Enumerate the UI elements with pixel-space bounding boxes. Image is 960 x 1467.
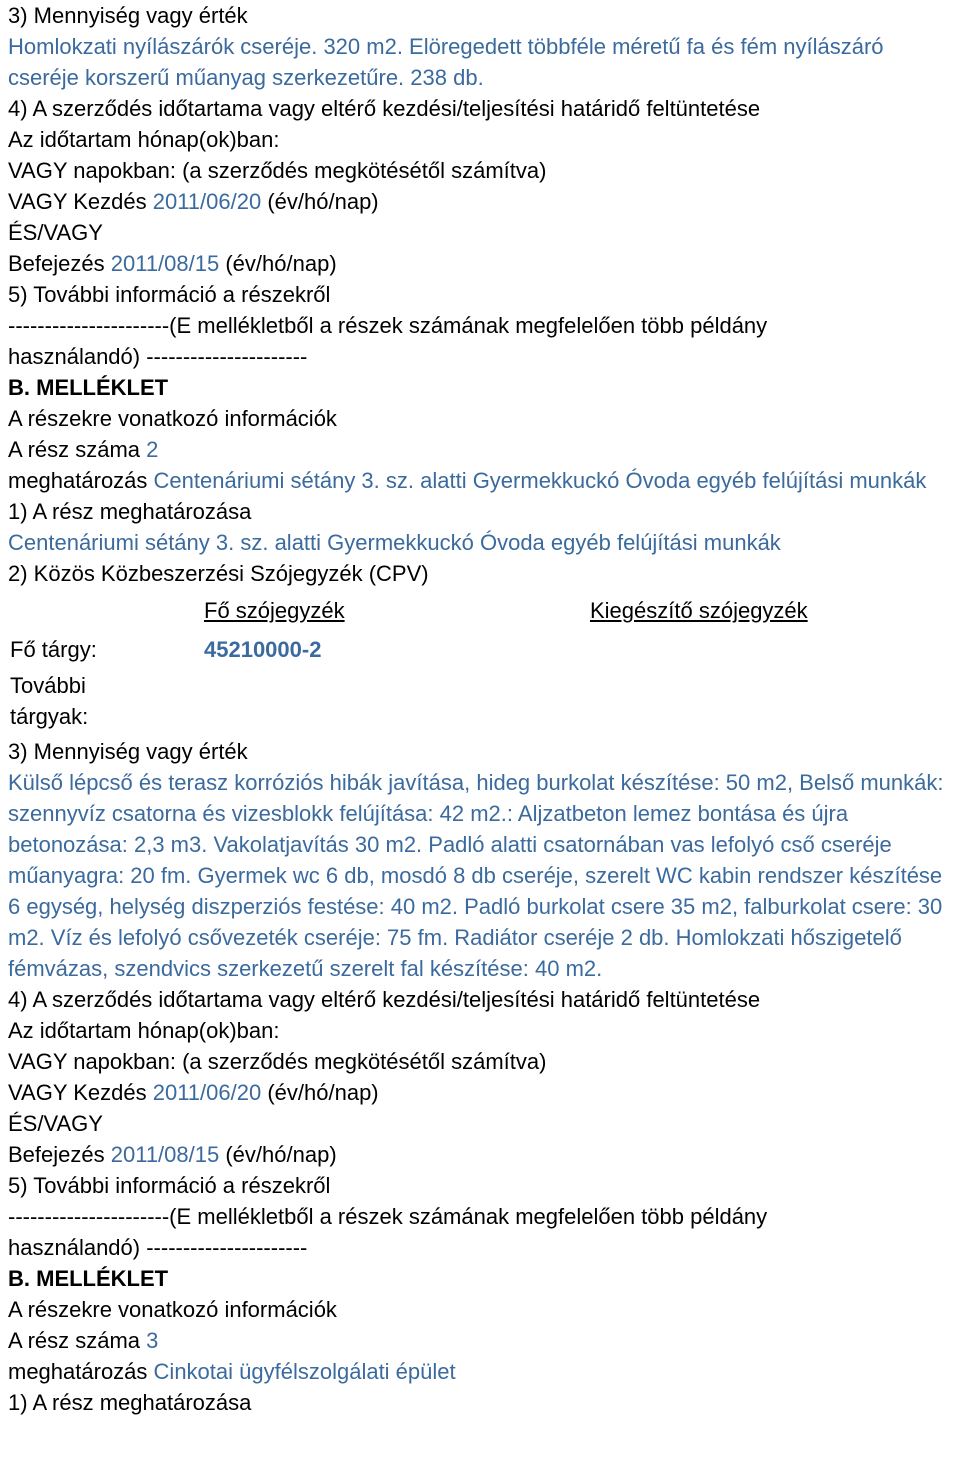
cpv-extra-column-header: Kiegészítő szójegyzék: [590, 598, 808, 623]
quantity-text: Homlokzati nyílászárók cseréje. 320 m2. Elöregedett többféle méretű fa és fém nyílászáró cseréje korszerű műanyag szerkezetűre. 238 db.: [8, 34, 884, 90]
date-format: (év/hó/nap): [267, 1080, 379, 1105]
separator-line: ----------------------(E mellékletből a részek számának megfelelően több példány: [8, 313, 768, 338]
quantity-heading: 3) Mennyiség vagy érték: [8, 3, 248, 28]
separator-line: ----------------------(E mellékletből a részek számának megfelelően több példány: [8, 1204, 768, 1229]
definition-line: [8, 465, 960, 496]
part-number: 2: [146, 437, 159, 462]
info-heading: 5) További információ a részekről: [8, 1173, 331, 1198]
cpv-heading: 2) Közös Közbeszerzési Szójegyzék (CPV): [8, 561, 429, 586]
duration-heading: 4) A szerződés időtartama vagy eltérő kezdési/teljesítési határidő feltüntetése: [8, 96, 761, 121]
part-number: 3: [146, 1328, 159, 1353]
cpv-main-column-header: Fő szójegyzék: [204, 598, 345, 623]
definition-value: Centenáriumi sétány 3. sz. alatti Gyermekkuckó Óvoda egyéb felújítási munkák: [153, 468, 927, 493]
cpv-main-subject-row: [8, 630, 960, 670]
end-date-line: [8, 1139, 960, 1170]
main-subject-label: Fő tárgy:: [10, 637, 97, 662]
start-date: 2011/06/20: [152, 1080, 262, 1105]
and-or-label: ÉS/VAGY: [8, 1111, 103, 1136]
end-date-line: [8, 248, 960, 279]
more-subjects-label-line1: További: [10, 673, 86, 698]
end-label: Befejezés: [8, 251, 105, 276]
end-label: Befejezés: [8, 1142, 105, 1167]
part-definition-heading: 1) A rész meghatározása: [8, 1390, 252, 1415]
date-format: (év/hó/nap): [225, 251, 337, 276]
duration-months: Az időtartam hónap(ok)ban:: [8, 127, 280, 152]
and-or-label: ÉS/VAGY: [8, 220, 103, 245]
cpv-more-subjects-label: [8, 670, 960, 732]
duration-heading: 4) A szerződés időtartama vagy eltérő kezdési/teljesítési határidő feltüntetése: [8, 987, 761, 1012]
definition-label: meghatározás: [8, 468, 148, 493]
duration-days: VAGY napokban: (a szerződés megkötésétől számítva): [8, 1049, 547, 1074]
annex-subtitle: A részekre vonatkozó információk: [8, 1297, 337, 1322]
more-subjects-label-line2: tárgyak:: [10, 704, 89, 729]
part-number-line: [8, 1325, 960, 1356]
part-number-label: A rész száma: [8, 437, 141, 462]
date-format: (év/hó/nap): [267, 189, 379, 214]
date-format: (év/hó/nap): [225, 1142, 337, 1167]
start-date: 2011/06/20: [152, 189, 262, 214]
cpv-table-header: [8, 595, 960, 626]
start-label: VAGY Kezdés: [8, 1080, 147, 1105]
start-label: VAGY Kezdés: [8, 189, 147, 214]
separator-line-cont: használandó) ----------------------: [8, 1235, 308, 1260]
start-date-line: [8, 1077, 960, 1108]
annex-title: B. MELLÉKLET: [8, 375, 169, 400]
end-date: 2011/08/15: [110, 251, 220, 276]
info-heading: 5) További információ a részekről: [8, 282, 331, 307]
separator-line-cont: használandó) ----------------------: [8, 344, 308, 369]
quantity-heading: 3) Mennyiség vagy érték: [8, 739, 248, 764]
main-subject-code: 45210000-2: [204, 637, 322, 662]
definition-value: Cinkotai ügyfélszolgálati épület: [153, 1359, 456, 1384]
end-date: 2011/08/15: [110, 1142, 220, 1167]
duration-months: Az időtartam hónap(ok)ban:: [8, 1018, 280, 1043]
part-definition-heading: 1) A rész meghatározása: [8, 499, 252, 524]
part-number-label: A rész száma: [8, 1328, 141, 1353]
part-definition-value: Centenáriumi sétány 3. sz. alatti Gyermekkuckó Óvoda egyéb felújítási munkák: [8, 530, 781, 555]
quantity-text: Külső lépcső és terasz korróziós hibák javítása, hideg burkolat készítése: 50 m2, Belső munkák: szennyvíz csatorna és vizesblokk felújítása: 42 m2.: Aljzatbeton lemez bontása és újra betonozása: 2,3 m3. Vakolatjavítás 30 m2. Padló alatti csatornában vas lefolyó cső cseréje műanyagra: 20 fm. Gyermek wc 6 db, mosdó 8 db cseréje, szerelt WC kabin rendszer készítése 6 egység, helység diszperziós festése: 40 m2. Padló burkolat csere 35 m2, falburkolat csere: 30 m2. Víz és lefolyó csővezeték cseréje: 75 fm. Radiátor cseréje 2 db. Homlokzati hőszigetelő fémvázas, szendvics szerkezetű szerelt fal készítése: 40 m2.: [8, 770, 944, 981]
start-date-line: [8, 186, 960, 217]
part-number-line: [8, 434, 960, 465]
annex-subtitle: A részekre vonatkozó információk: [8, 406, 337, 431]
definition-label: meghatározás: [8, 1359, 148, 1384]
duration-days: VAGY napokban: (a szerződés megkötésétől számítva): [8, 158, 547, 183]
definition-line: [8, 1356, 960, 1387]
annex-title: B. MELLÉKLET: [8, 1266, 169, 1291]
